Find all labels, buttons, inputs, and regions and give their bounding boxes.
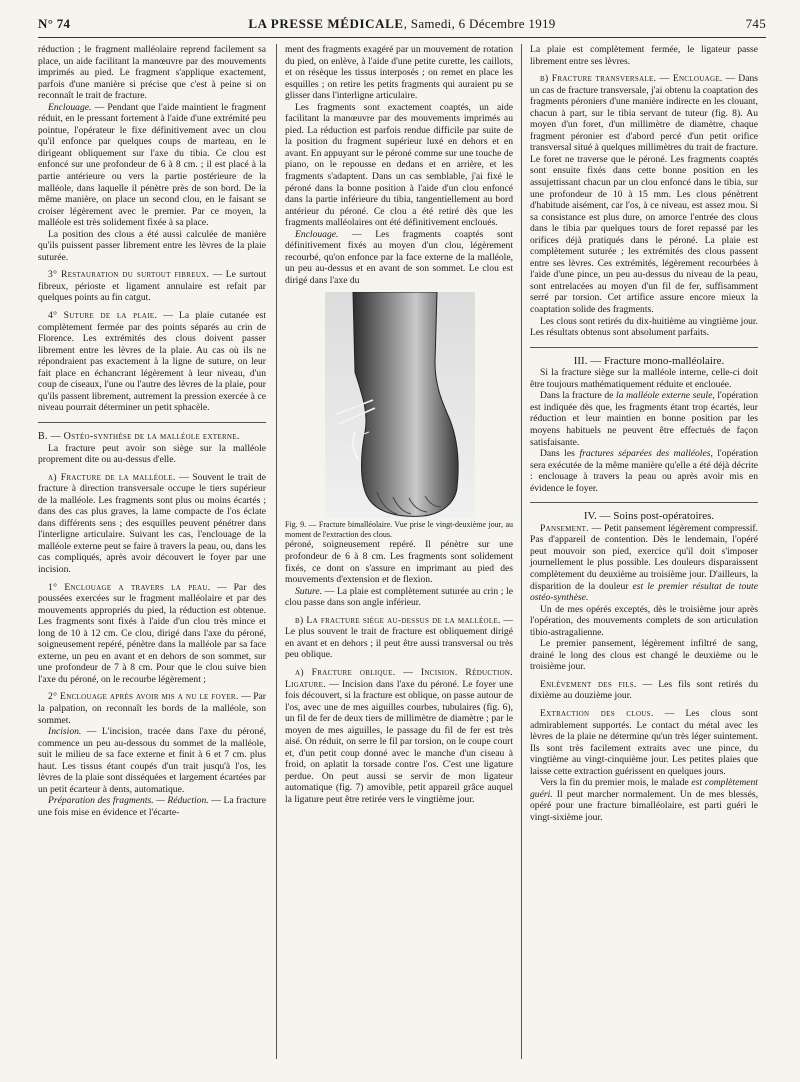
- paragraph: réduction ; le fragment malléolaire reprend facilement sa place, un aide facilitant la manœuvre par des mouvements imprimés au pied. Le fragment s'applique exactement, parfois d'une manière si précise que c'est à peine si on reconnaît le trait de fracture.: [38, 44, 266, 102]
- run-in-label: 3° Restauration du surtout fibreux.: [48, 269, 210, 281]
- paragraph: Le premier pansement, légèrement infiltré de sang, drainé le long des clous est changé le deuxième ou le troisième jour.: [530, 638, 758, 673]
- run-in-label: 2° Enclouage après avoir mis a nu le foyer.: [48, 691, 239, 703]
- paragraph: Enclouage. — Pendant que l'aide maintient le fragment réduit, en le pressant fortement à l'aide d'une extrémité peu pointue, l'opérateur le fixe définitivement avec un clou qu'il enfonce par quelques coups de marteau, en le dirigeant obliquement sur l'axe du tibia. Ce clou est enfoncé sur une profondeur de 6 à 8 cm. ; il est placé à la partie antérieure ou vers la partie postérieure de la malléole, dans laquelle il pénètre près de son bord. De la même manière, on place un second clou, en le faisant se croiser légèrement avec le premier. Par ce moyen, la malléole est très solidement fixée à sa place.: [38, 101, 266, 229]
- paragraph: Enclouage. — Les fragments coaptés sont définitivement fixés au moyen d'un clou, légèrement recourbé, qu'on enfonce par la face externe de la malléole, un peu au-dessus et en avant de son sommet. Le clou est dirigé dans l'axe du: [285, 228, 513, 286]
- issue-date: , Samedi, 6 Décembre 1919: [403, 16, 556, 31]
- paragraph: 2° Enclouage après avoir mis a nu le foyer. — Par la palpation, on reconnaît les bords de la malléole, son sommet.: [38, 691, 266, 726]
- figure-foot-photo: [285, 292, 513, 518]
- running-title: [38, 16, 766, 32]
- paragraph: La fracture peut avoir son siège sur la malléole proprement dite ou au-dessus d'elle.: [38, 442, 266, 466]
- paragraph: 4° Suture de la plaie. — La plaie cutanée est complètement fermée par des points séparés au crin de Florence. Les extrémités des clous doivent passer librement entre les lèvres de la plaie. Au cas où ils ne répondraient pas exactement à la ligne de suture, on leur fait place en échancrant légèrement à leur niveau, d'un coup de ciseaux, l'une ou l'autre des lèvres de la plaie, pour qu'ils passent librement, autrement la pression exercée à ce niveau pourrait déterminer un petit sphacèle.: [38, 310, 266, 414]
- column-2: [285, 44, 513, 806]
- paragraph: β) Fracture transversale. — Enclouage. — Dans un cas de fracture transversale, j'ai obtenu la coaptation des fragments péroniers d'une manière indirecte en les clouant, chacun à part, sur le tibia servant de tuteur (fig. 8). Au moyen d'un foret, d'un millimètre de diamètre, chaque fragment péronier est d'abord percé d'un petit orifice transversal situé à quelques millimètres du trait de fracture. Le foret ne traverse que le péroné. Les fragments coaptés sont ensuite fixés dans cette bonne position en les assujettissant chacun par un clou enfoncé dans le tibia, sur une profondeur de 10 à 15 mm. Les clous pénètrent d'habitude aisément, car l'os, à ce niveau, est assez mou. Si sa consistance est plus dure, on amorce l'entrée des clous dans le tibia par quelques tours de foret repassé par les orifices déjà pratiqués dans le péroné. La plaie est complètement suturée ; les extrémités des clous passent entre ses lèvres. Ces extrémités, légèrement recourbées à l'aide d'une pince, un peu au-dessus du niveau de la peau, sont entrelacées au moyen d'un fil de fer, suffisamment serré par torsion. Cet artifice assure encore mieux la coaptation solide des fragments.: [530, 73, 758, 316]
- column-1: [38, 44, 266, 818]
- paragraph: Si la fracture siège sur la malléole interne, celle-ci doit être toujours mathématiquement réduite et enclouée.: [530, 367, 758, 390]
- section-heading: III. — Fracture mono-malléolaire.: [573, 354, 725, 367]
- paragraph: Préparation des fragments. — Réduction. — La fracture une fois mise en évidence et l'écarte-: [38, 795, 266, 818]
- run-in-label: Enclouage.: [48, 101, 92, 113]
- run-in-label: Incision.: [48, 726, 82, 738]
- issue-number: N° 74: [38, 16, 71, 31]
- run-in-label: Enclouage.: [295, 228, 339, 240]
- paragraph: 1° Enclouage a travers la peau. — Par des poussées exercées sur le fragment malléolaire et par des mouvements appropriés du pied, la réduction est obtenue. Les fragments sont fixés à l'aide d'un clou très mince et long de 10 à 12 cm. Ce clou, dirigé dans l'axe du péroné, soigneusement repéré, pénètre dans la malléole par sa face externe, un peu en avant et en dehors de son sommet, sur une profondeur de 7 à 8 cm. Pour que le clou suive bien l'axe du péroné, on le recourbe légèrement ;: [38, 581, 266, 685]
- column-separator: [276, 44, 277, 1059]
- column-separator: [521, 44, 522, 1059]
- paragraph: La plaie est complètement fermée, le ligateur passe librement entre ses lèvres.: [530, 44, 758, 67]
- paragraph: b) La fracture siège au-dessus de la malléole. — Le plus souvent le trait de fracture est obliquement dirigé en avant et en dehors ; il peut être aussi transversal ou très peu oblique.: [285, 614, 514, 661]
- paragraph: Les fragments sont exactement coaptés, un aide facilitant la manœuvre par des mouvements imprimés au pied. La réduction est parfois rendue difficile par suite de la position du fragment supérieur luxé en dehors et en avant. En appuyant sur le péroné comme sur une touche de piano, on le repousse en dedans et en arrière, et les fragments s'adaptent. Dans un cas semblable, j'ai fixé le péroné dans la bonne position à l'aide d'un clou enfoncé dans la partie inférieure du tibia, tangentiellement au bord antérieur du péroné. Ce clou a été retiré dès que les fragments malléolaires ont été définitivement encloués.: [285, 101, 513, 229]
- run-in-label: 4° Suture de la plaie.: [48, 310, 158, 322]
- run-in-label: β) Fracture transversale. — Enclouage.: [540, 73, 723, 85]
- run-in-label: Pansement.: [540, 522, 589, 534]
- paragraph: ment des fragments exagéré par un mouvement de rotation du pied, on enlève, à l'aide d'une petite curette, les caillots, et on résèque les tissus interposés ; on remet en place les esquilles ; on retire les petits fragments qui auraient pu se glisser dans l'interligne articulaire.: [285, 44, 513, 102]
- paragraph: péroné, soigneusement repéré. Il pénètre sur une profondeur de 6 à 8 cm. Les fragments sont solidement fixés, ce dont on s'assure en imprimant au pied des mouvements d'extension et de flexion.: [285, 539, 513, 586]
- run-in-label: Préparation des fragments. — Réduction.: [48, 795, 209, 807]
- section-rule: [530, 502, 758, 503]
- paragraph: Vers la fin du premier mois, le malade est complètement guéri. Il peut marcher normalement. Un de mes blessés, opéré pour une fracture bimalléolaire, est parti guéri le vingt-sixième jour.: [530, 777, 758, 823]
- page-header: [38, 16, 766, 38]
- paragraph: Enlèvement des fils. — Les fils sont retirés du dixième au douzième jour.: [530, 678, 758, 702]
- paragraph: Un de mes opérés exceptés, dès le troisième jour après l'opération, des mouvements complets de son articulation tibio-astragalienne.: [530, 603, 758, 638]
- paragraph: Suture. — La plaie est complètement suturée au crin ; le clou passe dans son angle inférieur.: [285, 585, 513, 609]
- run-in-label: Suture.: [295, 585, 323, 597]
- section-rule: [530, 347, 758, 348]
- paragraph: a) Fracture de la malléole. — Souvent le trait de fracture à direction transversale occupe le tiers supérieur de la malléole. Les fragments sont plus ou moins écartés ; dans des cas plus graves, la lame compacte de l'os éclate dans différents sens ; des esquilles peuvent pénétrer dans l'interligne articulaire. Suivant les cas, l'enclouage de la malléole externe peut se faire à travers la peau, ou, dans les cas compliqués, après avoir découvert le foyer par une incision.: [38, 471, 266, 575]
- run-in-label: Extraction des clous.: [540, 707, 654, 719]
- foot-illustration: [285, 292, 513, 518]
- figure-caption: Fig. 9. — Fracture bimalléolaire. Vue prise le vingt-deuxième jour, au moment de l'extraction des clous.: [285, 520, 513, 539]
- paragraph: Pansement. — Petit pansement légèrement compressif. Pas d'appareil de contention. Dès le lendemain, l'opéré peut mouvoir son pied, exercice qu'il doit s'imposer journellement le plus possible. Les douleurs disparaissent complètement du deuxième au troisième jour. D'ailleurs, la disparition de la douleur est le premier résultat de toute ostéo-synthèse.: [530, 522, 758, 604]
- run-in-label: 1° Enclouage a travers la peau.: [48, 581, 211, 593]
- column-3: [530, 44, 758, 823]
- section-heading: B. — Ostéo-synthèse de la malléole externe.: [38, 430, 240, 442]
- run-in-label: a) Fracture de la malléole.: [48, 471, 176, 483]
- section-heading: IV. — Soins post-opératoires.: [583, 510, 715, 523]
- run-in-label: α) Fracture oblique. — Incision. Réduction. Ligature.: [285, 666, 513, 690]
- paragraph: α) Fracture oblique. — Incision. Réduction. Ligature. — Incision dans l'axe du péroné. Le foyer une fois découvert, si la fracture est oblique, on passe autour de l'os, avec une de mes aiguilles courbes, tubulaires (fig. 6), un fil de fer de deux tiers de millimètre de diamètre ; par le moyen de mes aiguilles, le passage du fil de fer est très aisé. On réduit, on serre le fil par torsion, on le coupe court et, d'un petit coup donné avec le manche d'un ciseau à froid, on aplatit la torsade contre l'os. C'est une ligature perdue. On peut aussi se servir de mon ligateur automatique (fig. 7) amovible, petit appareil grâce auquel la ligature peut être retirée vers le vingtième jour.: [285, 666, 513, 805]
- paragraph: Dans la fracture de la malléole externe seule, l'opération est indiquée dès que, les fragments étant trop écartés, leur réduction et leur maintien en bonne position par les moyens habituels ne peuvent être effectués de façon satisfaisante.: [530, 390, 759, 448]
- run-in-label: b) La fracture siège au-dessus de la malléole.: [295, 614, 501, 626]
- section-rule: [38, 422, 266, 423]
- paragraph: 3° Restauration du surtout fibreux. — Le surtout fibreux, périoste et ligament annulaire est refait par quelques points au fin catgut.: [38, 269, 266, 304]
- paragraph: Incision. — L'incision, tracée dans l'axe du péroné, commence un peu au-dessous du sommet de la malléole, suit le milieu de sa face externe et finit à 6 et 7 cm. plus haut. Les tissus étant coupés d'un trait jusqu'à l'os, les lèvres de la plaie sont disséquées et largement écartées par un petit écarteur à dents, automatique.: [38, 726, 266, 795]
- paragraph: Extraction des clous. — Les clous sont admirablement supportés. Le contact du métal avec les lèvres de la plaie ne détermine qu'un très léger suintement. Ils sont très facilement extraits avec une pince, du vingtième au vingt-cinquième jour. Les petites plaies que laisse cette extraction guérissent en quelques jours.: [530, 707, 758, 777]
- paragraph: Les clous sont retirés du dix-huitième au vingtième jour. Les résultats obtenus sont absolument parfaits.: [530, 315, 758, 339]
- header-rule: [38, 37, 766, 38]
- page-number: 745: [745, 16, 766, 31]
- paragraph: La position des clous a été aussi calculée de manière qu'ils puissent passer librement entre les lèvres de la plaie suturée.: [38, 228, 266, 263]
- journal-name: LA PRESSE MÉDICALE: [248, 16, 404, 31]
- paragraph: Dans les fractures séparées des malléoles, l'opération sera exécutée de la même manière qu'elle a été déjà décrite : enclouage à travers la peau ou après avoir mis en évidence le foyer.: [530, 448, 759, 494]
- run-in-label: Enlèvement des fils.: [540, 678, 637, 690]
